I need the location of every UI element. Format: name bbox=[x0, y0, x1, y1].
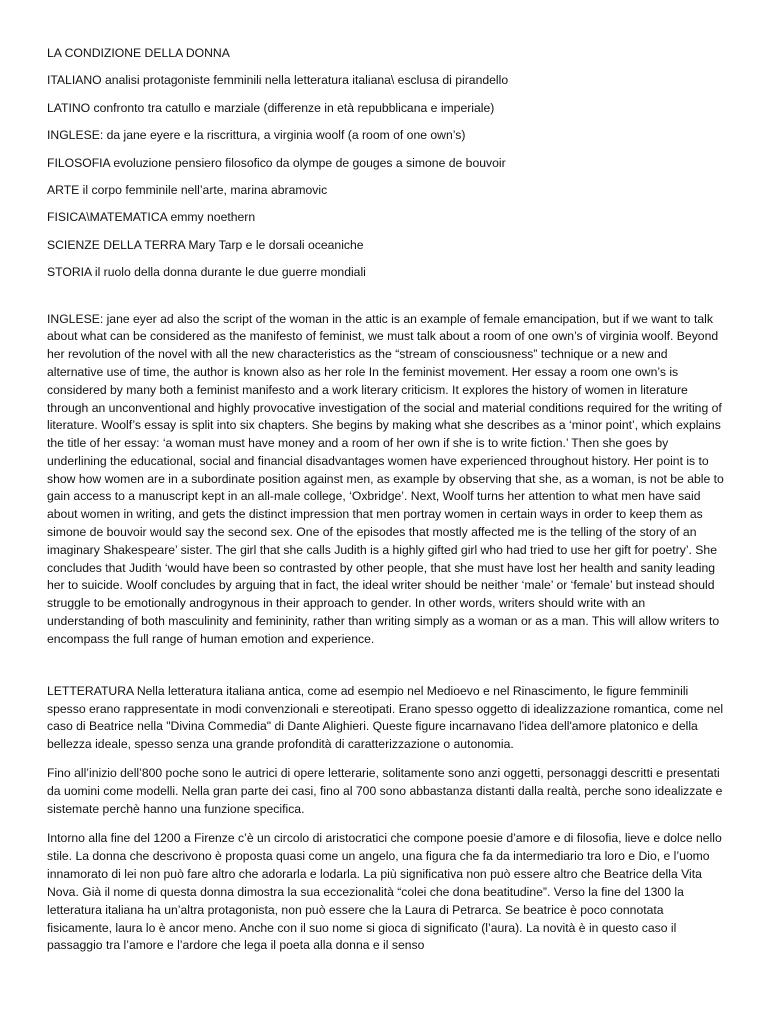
section-spacer bbox=[47, 649, 725, 683]
outline-item-fisica-matematica: FISICA\MATEMATICA emmy noethern bbox=[47, 210, 256, 225]
outline-item-filosofia: FILOSOFIA evoluzione pensiero filosofico da olympe de gouges a simone de bouvoir bbox=[47, 155, 506, 170]
paragraph-spacer bbox=[47, 754, 725, 765]
essay-english-paragraph: INGLESE: jane eyer ad also the script of the woman in the attic is an example of female emancipation, but if we want to talk about what can be considered as the manifesto of feminist, we must talk about a room of one own’s of virginia woolf. Beyond her revolution of the novel with all the new characteristics as the “stream of consciousness” technique or a new and alternative use of time, the author is known also as her role In the feminist movement. Her essay a room one own’s is considered by many both a feminist manifesto and a work literary criticism. It explores the history of women in literature through an unconventional and highly provocative investigation of the social and material conditions required for the writing of literature. Woolf’s essay is split into six chapters. She begins by making what she describes as a ‘minor point’, which explains the title of her essay: ‘a woman must have money and a room of her own if she is to write fiction.’ Then she goes by underlining the educational, social and financial disadvantages women have experienced throughout history. Her point is to show how women are in a subordinate position against men, as example by observing that she, as a woman, is not be able to gain access to a manuscript kept in an all-male college, ‘Oxbridge’. Next, Woolf turns her attention to what men have said about women in writing, and gets the distinct impression that men portray women in certain ways in order to keep them as simone de bouvoir would say the second sex. One of the episodes that mostly affected me is the telling of the story of an imaginary Shakespeare’ sister. The girl that she calls Judith is a highly gifted girl who had tried to use her gift for poetry’. She concludes that Judith ‘would have been so contrasted by other people, that she must have lost her health and sanity leading her to suicide. Woolf concludes by arguing that in fact, the ideal writer should be neither ‘male’ or ‘female’ but instead should struggle to be emotionally androgynous in their approach to gender. In other words, writers should write with an understanding of both masculinity and femininity, rather than writing simply as a woman or as a man. This will allow writers to encompass the full range of human emotion and experience. bbox=[47, 311, 724, 646]
outline-item-arte: ARTE il corpo femminile nell’arte, marina abramovic bbox=[47, 182, 328, 197]
section-spacer bbox=[47, 287, 725, 311]
letteratura-paragraph-1: LETTERATURA Nella letteratura italiana antica, come ad esempio nel Medioevo e nel Rinascimento, le figure femminili spesso erano rappresentate in modi convenzionali e stereotipati. Erano spesso oggetto di idealizzazione romantica, come nel caso di Beatrice nella "Divina Commedia" di Dante Alighieri. Queste figure incarnavano l'idea dell'amore platonico e della bellezza ideale, spesso senza una grande profondità di caratterizzazione o autonomia. bbox=[47, 683, 724, 752]
subject-outline bbox=[47, 67, 725, 286]
document-page bbox=[47, 40, 725, 1024]
outline-item-inglese: INGLESE: da jane eyere e la riscrittura, a virginia woolf (a room of one own’s) bbox=[47, 128, 466, 143]
outline-item-latino: LATINO confronto tra catullo e marziale (differenze in età repubblicana e imperiale) bbox=[47, 100, 495, 115]
outline-item-storia: STORIA il ruolo della donna durante le due guerre mondiali bbox=[47, 265, 366, 280]
outline-item-italiano: ITALIANO analisi protagoniste femminili nella letteratura italiana\ esclusa di pirandello bbox=[47, 73, 509, 88]
document-title: LA CONDIZIONE DELLA DONNA bbox=[47, 46, 230, 60]
paragraph-spacer bbox=[47, 819, 725, 830]
letteratura-paragraph-3: Intorno alla fine del 1200 a Firenze c’è un circolo di aristocratici che compone poesie d’amore e di filosofia, lieve e dolce nello stile. La donna che descrivono è proposta quasi come un angelo, una figura che fa da intermediario tra loro e Dio, e l’uomo innamorato di lei non può fare altro che adorarla e lodarla. La più significativa non può essere altro che Beatrice della Vita Nova. Già il nome di questa donna dimostra la sua eccezionalità “colei che dona beatitudine”. Verso la fine del 1300 la letteratura italiana ha un’altra protagonista, non può essere che la Laura di Petrarca. Se beatrice è poco connotata fisicamente, laura lo è ancor meno. Anche con il suo nome si gioca di significato (l’aura). La novità è in questo caso il passaggio tra l’amore e l’ardore che lega il poeta alla donna e il senso bbox=[47, 831, 722, 953]
letteratura-paragraph-2: Fino all’inizio dell’800 poche sono le autrici di opere letterarie, solitamente sono anzi oggetti, personaggi descritti e presentati da uomini come modelli. Nella gran parte dei casi, fino al 700 sono abbastanza distanti dalla realtà, perche sono idealizzate e sistemate perchè hanno una funzione specifica. bbox=[47, 766, 723, 817]
outline-item-scienze: SCIENZE DELLA TERRA Mary Tarp e le dorsali oceaniche bbox=[47, 237, 364, 252]
